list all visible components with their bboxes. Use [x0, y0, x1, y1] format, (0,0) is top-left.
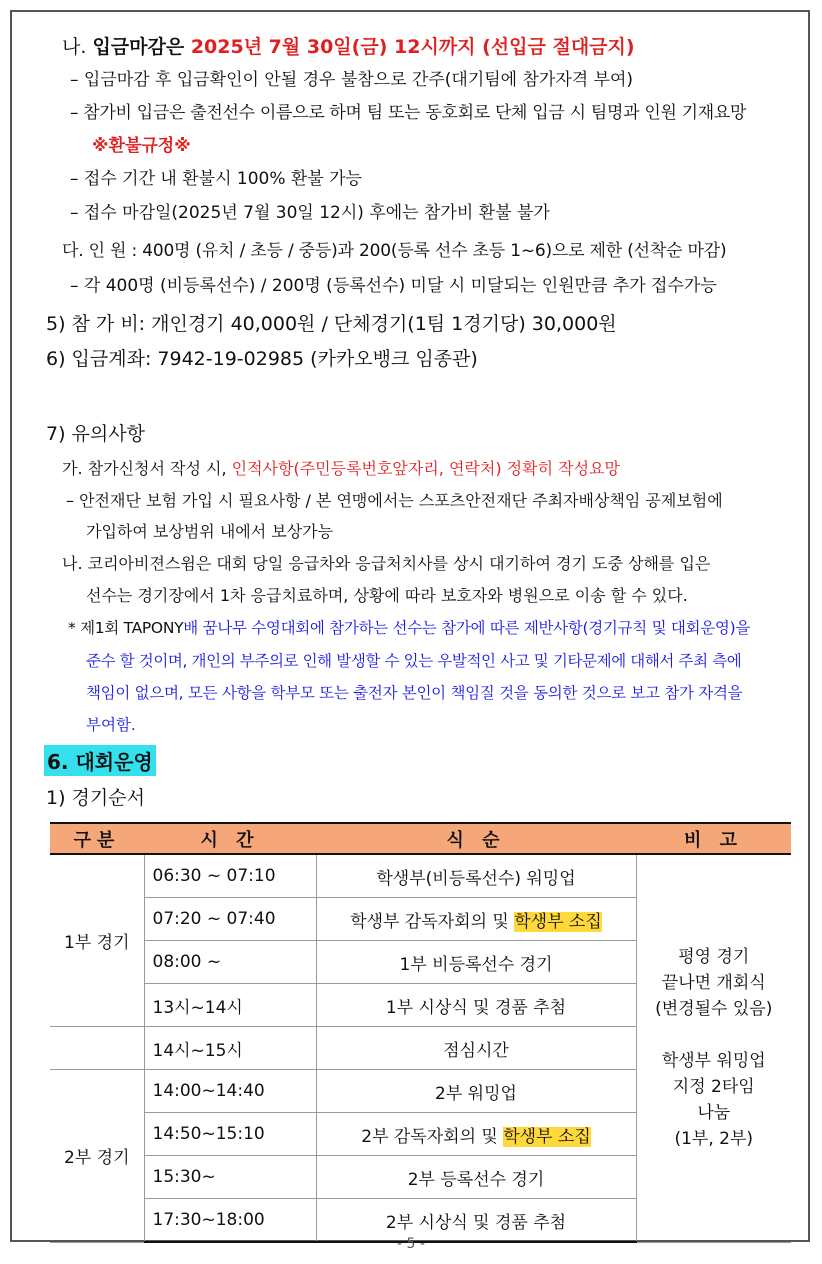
- notes-na-line-2: 선수는 경기장에서 1차 응급치료하며, 상황에 따라 보호자와 병원으로 이송 할 수 있다.: [86, 586, 688, 605]
- deadline-value: 2025년 7월 30일(금) 12시까지 (선입금 절대금지): [190, 36, 635, 58]
- capacity-line: 다. 인 원 : 400명 (유치 / 초등 / 중등)과 200(등록 선수 초등 1~6)으로 제한 (선착순 마감): [62, 241, 727, 261]
- deadline-heading: [62, 36, 635, 58]
- notes-star-line-1: [68, 617, 750, 639]
- section-6-title: 6. 대회운영: [44, 745, 156, 776]
- deadline-prefix: 나.: [62, 36, 93, 58]
- row-time: 06:30 ~ 07:10: [144, 854, 316, 898]
- notes-star-line-4: 부여함.: [86, 716, 136, 734]
- table-row: [50, 854, 791, 898]
- header-time: 시 간: [144, 823, 316, 854]
- row-time: 15:30~: [144, 1156, 316, 1199]
- row-event: 점심시간: [316, 1027, 636, 1070]
- row-time: 14:50~15:10: [144, 1113, 316, 1156]
- remark-spacer: [641, 1022, 788, 1048]
- deadline-item-1: – 입금마감 후 입금확인이 안될 경우 불참으로 간주(대기팀에 참가자격 부여): [70, 70, 634, 90]
- empty-division-cell: [50, 1027, 144, 1070]
- row-event-highlight: 학생부 소집: [514, 911, 602, 932]
- remark-line: 학생부 워밍업: [661, 1051, 766, 1072]
- schedule-header-row: [50, 823, 791, 854]
- row-event: 1부 비등록선수 경기: [316, 941, 636, 984]
- row-event-text: 2부 감독자회의 및: [361, 1126, 504, 1147]
- row-event: 1부 시상식 및 경품 추첨: [316, 984, 636, 1027]
- row-event-highlight: 학생부 소집: [503, 1126, 591, 1147]
- row-time: 08:00 ~: [144, 941, 316, 984]
- notes-star-prefix: * 제1회 TAPONY: [68, 619, 184, 637]
- row-event-text: 학생부 감독자회의 및: [350, 911, 515, 932]
- remark-line: (변경될수 있음): [655, 999, 773, 1020]
- remark-line: 끝나면 개회식: [661, 973, 766, 994]
- row-event: 2부 워밍업: [316, 1070, 636, 1113]
- notes-na-line-1: 나. 코리아비젼스윔은 대회 당일 응급차와 응급처치사를 상시 대기하여 경기 도중 상해를 입은: [62, 554, 711, 573]
- notes-title: 7) 유의사항: [46, 423, 145, 445]
- account-line: 6) 입금계좌: 7942-19-02985 (카카오뱅크 임종관): [46, 348, 478, 370]
- notes-ga-emphasis: 인적사항(주민등록번호앞자리, 연락처) 정확히 작성요망: [231, 459, 620, 478]
- deadline-item-2: – 참가비 입금은 출전선수 이름으로 하며 팀 또는 동호회로 단체 입금 시 팀명과 인원 기재요망: [70, 103, 747, 123]
- remark-line: (1부, 2부): [674, 1129, 754, 1150]
- deadline-label: 입금마감은: [92, 36, 191, 58]
- insurance-line-1: – 안전재단 보험 가입 시 필요사항 / 본 연맹에서는 스포츠안전재단 주최자배상책임 공제보험에: [66, 491, 723, 510]
- header-division: 구분: [50, 823, 144, 854]
- notes-star-line-3: 책임이 없으며, 모든 사항을 학부모 또는 출전자 본인이 책임질 것을 동의한 것으로 보고 참가 자격을: [86, 684, 743, 702]
- remarks-cell: [636, 854, 791, 1242]
- row-event: 2부 시상식 및 경품 추첨: [316, 1199, 636, 1243]
- header-program: 식 순: [316, 823, 636, 854]
- refund-item-1: – 접수 기간 내 환불시 100% 환불 가능: [70, 169, 362, 189]
- section-6-subtitle: 1) 경기순서: [46, 787, 145, 809]
- row-time: 14:00~14:40: [144, 1070, 316, 1113]
- notes-ga: [62, 458, 620, 480]
- row-time: 07:20 ~ 07:40: [144, 898, 316, 941]
- row-time: 14시~15시: [144, 1027, 316, 1070]
- fee-line: 5) 참 가 비: 개인경기 40,000원 / 단체경기(1팀 1경기당) 30,000원: [46, 313, 617, 335]
- refund-title: ※환불규정※: [92, 136, 191, 156]
- insurance-line-2: 가입하여 보상범위 내에서 보상가능: [86, 522, 334, 541]
- remark-line: 평영 경기: [678, 947, 750, 968]
- row-event: [316, 898, 636, 941]
- notes-ga-prefix: 가. 참가신청서 작성 시,: [62, 459, 232, 478]
- refund-item-2: – 접수 마감일(2025년 7월 30일 12시) 후에는 참가비 환불 불가: [70, 203, 550, 223]
- page-number: - 5 -: [397, 1236, 425, 1252]
- row-event: 2부 등록선수 경기: [316, 1156, 636, 1199]
- schedule-table: [50, 822, 791, 1243]
- notes-star-line-2: 준수 할 것이며, 개인의 부주의로 인해 발생할 수 있는 우발적인 사고 및 기타문제에 대해서 주최 측에: [86, 652, 742, 670]
- row-time: 13시~14시: [144, 984, 316, 1027]
- remark-line: 지정 2타임: [672, 1077, 755, 1098]
- row-time: 17:30~18:00: [144, 1199, 316, 1243]
- capacity-note: – 각 400명 (비등록선수) / 200명 (등록선수) 미달 시 미달되는 인원만큼 추가 접수가능: [70, 276, 717, 296]
- remark-line: 나눔: [697, 1103, 731, 1124]
- row-event: [316, 1113, 636, 1156]
- row-event: 학생부(비등록선수) 워밍업: [316, 854, 636, 898]
- header-remarks: 비 고: [636, 823, 791, 854]
- part2-label: 2부 경기: [50, 1070, 144, 1243]
- part1-label: 1부 경기: [50, 854, 144, 1027]
- notes-star-text-1: 배 꿈나무 수영대회에 참가하는 선수는 참가에 따른 제반사항(경기규칙 및 대회운영)을: [183, 619, 750, 637]
